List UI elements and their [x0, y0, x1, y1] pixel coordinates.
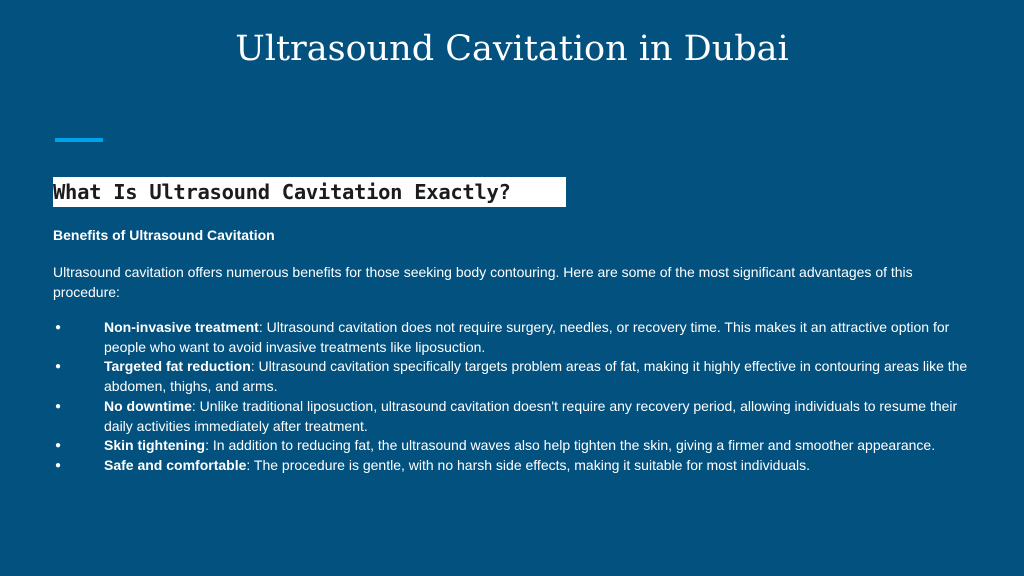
- heading-highlight: [53, 177, 566, 207]
- bullet-icon: ●: [55, 322, 62, 333]
- benefit-text: : In addition to reducing fat, the ultrasound waves also help tighten the skin, giving a firmer and smoother appearance.: [205, 437, 936, 454]
- benefit-title: Targeted fat reduction: [104, 358, 251, 375]
- list-item: [53, 318, 983, 357]
- intro-paragraph: Ultrasound cavitation offers numerous benefits for those seeking body contouring. Here are some of the most significant advantages of this procedure:: [53, 264, 913, 300]
- bullet-icon: ●: [55, 400, 62, 412]
- bullet-icon: ●: [55, 361, 62, 373]
- subheading: Benefits of Ultrasound Cavitation: [53, 227, 275, 243]
- benefit-title: No downtime: [104, 397, 192, 414]
- list-item: [53, 436, 983, 456]
- list-item: [53, 357, 983, 396]
- section-heading: What Is Ultrasound Cavitation Exactly?: [53, 180, 511, 204]
- bullet-icon: ●: [55, 440, 62, 452]
- benefits-list: [53, 318, 983, 476]
- bullet-icon: ●: [55, 459, 62, 471]
- benefit-text: : Unlike traditional liposuction, ultrasound cavitation doesn't require any recovery period, allowing individuals to resume their daily activities immediately after treatment.: [104, 397, 958, 434]
- list-item: [53, 397, 983, 436]
- benefit-title: Skin tightening: [104, 437, 206, 454]
- benefit-text: : Ultrasound cavitation does not require surgery, needles, or recovery time. This makes it an attractive option for people who want to avoid invasive treatments like liposuction.: [104, 319, 950, 355]
- benefit-title: Safe and comfortable: [104, 456, 247, 473]
- list-item: [53, 456, 983, 476]
- benefit-text: : The procedure is gentle, with no harsh side effects, making it suitable for most individuals.: [246, 456, 811, 473]
- benefit-title: Non-invasive treatment: [104, 319, 259, 335]
- benefit-text: : Ultrasound cavitation specifically targets problem areas of fat, making it highly effective in contouring areas like the abdomen, thighs, and arms.: [104, 358, 968, 395]
- accent-bar: [55, 138, 103, 142]
- slide-title: Ultrasound Cavitation in Dubai: [235, 29, 789, 69]
